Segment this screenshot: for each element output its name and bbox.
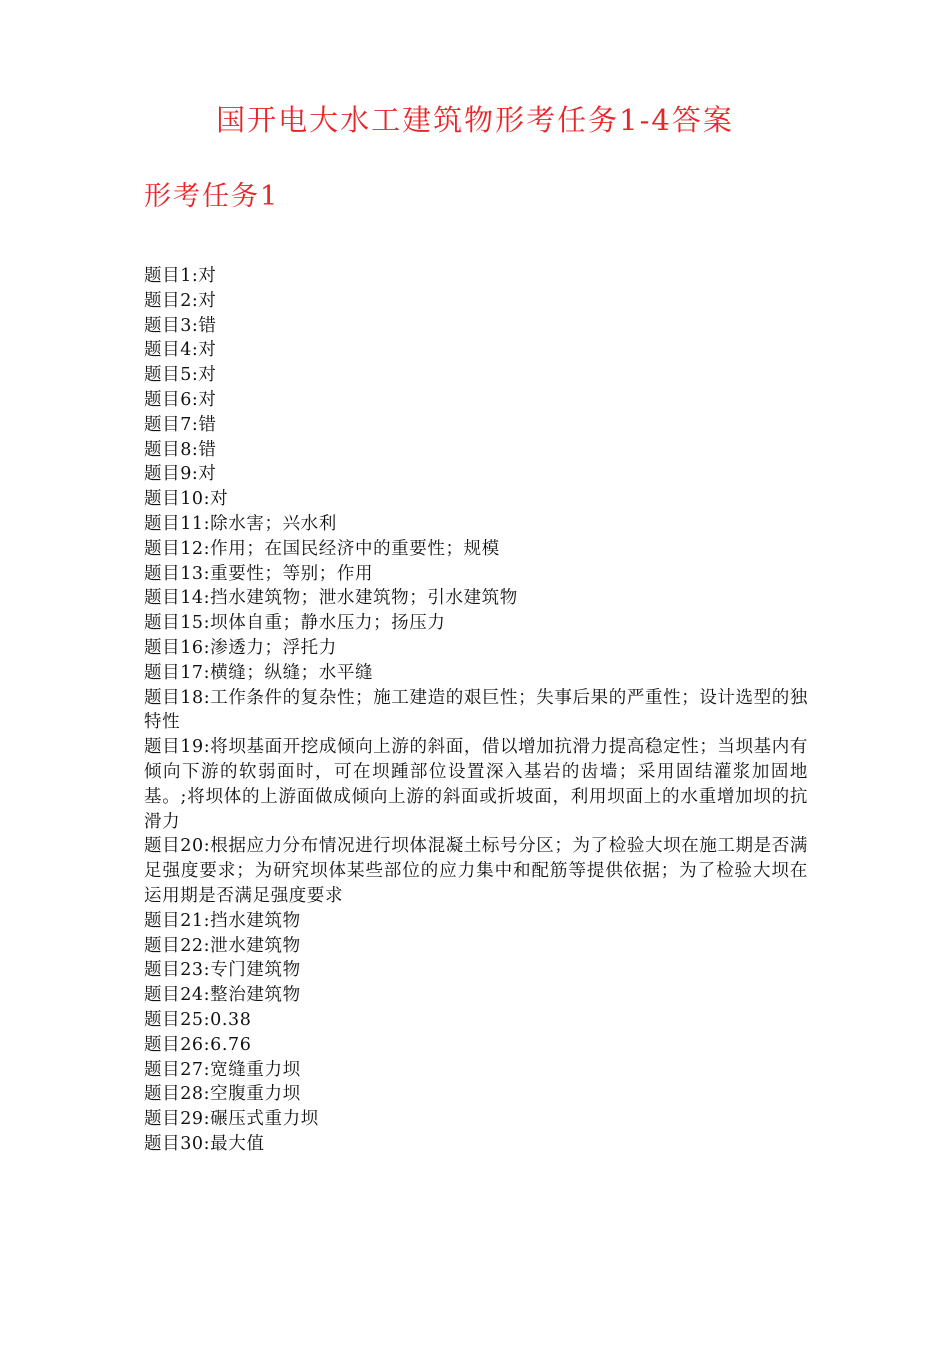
answer-item: 题目24:整治建筑物	[144, 985, 301, 1006]
answer-item: 题目2:对	[144, 290, 217, 311]
answer-item: 题目29:碾压式重力坝	[144, 1109, 319, 1130]
answer-item: 题目20:根据应力分布情况进行坝体混凝土标号分区；为了检验大坝在施工期是否满足强度要求；为研究坝体某些部位的应力集中和配筋等提供依据；为了检验大坝在运用期是否满足强度要求	[144, 836, 808, 906]
answer-item: 题目17:横缝；纵缝；水平缝	[144, 662, 374, 683]
answer-item: 题目12:作用；在国民经济中的重要性；规模	[144, 538, 500, 559]
answer-item: 题目25:0.38	[144, 1009, 252, 1030]
answer-item: 题目21:挡水建筑物	[144, 910, 301, 931]
answer-list	[144, 264, 808, 1157]
answer-item: 题目3:错	[144, 315, 217, 336]
answer-item: 题目16:渗透力；浮托力	[144, 637, 337, 658]
answer-item: 题目28:空腹重力坝	[144, 1084, 301, 1105]
answer-item: 题目9:对	[144, 464, 217, 485]
answer-item: 题目19:将坝基面开挖成倾向上游的斜面，借以增加抗滑力提高稳定性；当坝基内有倾向下游的软弱面时，可在坝踵部位设置深入基岩的齿墙；采用固结灌浆加固地基。;将坝体的上游面做成倾向上游的斜面或折坡面，利用坝面上的水重增加坝的抗滑力	[144, 737, 808, 832]
section-title: 形考任务1	[144, 181, 280, 212]
answer-item: 题目4:对	[144, 340, 217, 361]
answer-item: 题目8:错	[144, 439, 217, 460]
answer-item: 题目7:错	[144, 414, 217, 435]
answer-item: 题目13:重要性；等别；作用	[144, 563, 374, 584]
answer-item: 题目10:对	[144, 489, 229, 510]
answer-item: 题目30:最大值	[144, 1133, 265, 1154]
answer-item: 题目15:坝体自重；静水压力；扬压力	[144, 613, 446, 634]
answer-item: 题目6:对	[144, 389, 217, 410]
answer-item: 题目26:6.76	[144, 1034, 252, 1055]
answer-item: 题目1:对	[144, 266, 217, 286]
answer-item: 题目27:宽缝重力坝	[144, 1059, 301, 1080]
answer-item: 题目22:泄水建筑物	[144, 935, 301, 956]
answer-item: 题目14:挡水建筑物；泄水建筑物；引水建筑物	[144, 588, 518, 609]
answer-item: 题目11:除水害；兴水利	[144, 513, 337, 534]
document-title: 国开电大水工建筑物形考任务1-4答案	[216, 103, 734, 137]
answer-item: 题目18:工作条件的复杂性；施工建造的艰巨性；失事后果的严重性；设计选型的独特性	[144, 687, 808, 733]
answer-item: 题目23:专门建筑物	[144, 960, 301, 981]
answer-item: 题目5:对	[144, 365, 217, 386]
